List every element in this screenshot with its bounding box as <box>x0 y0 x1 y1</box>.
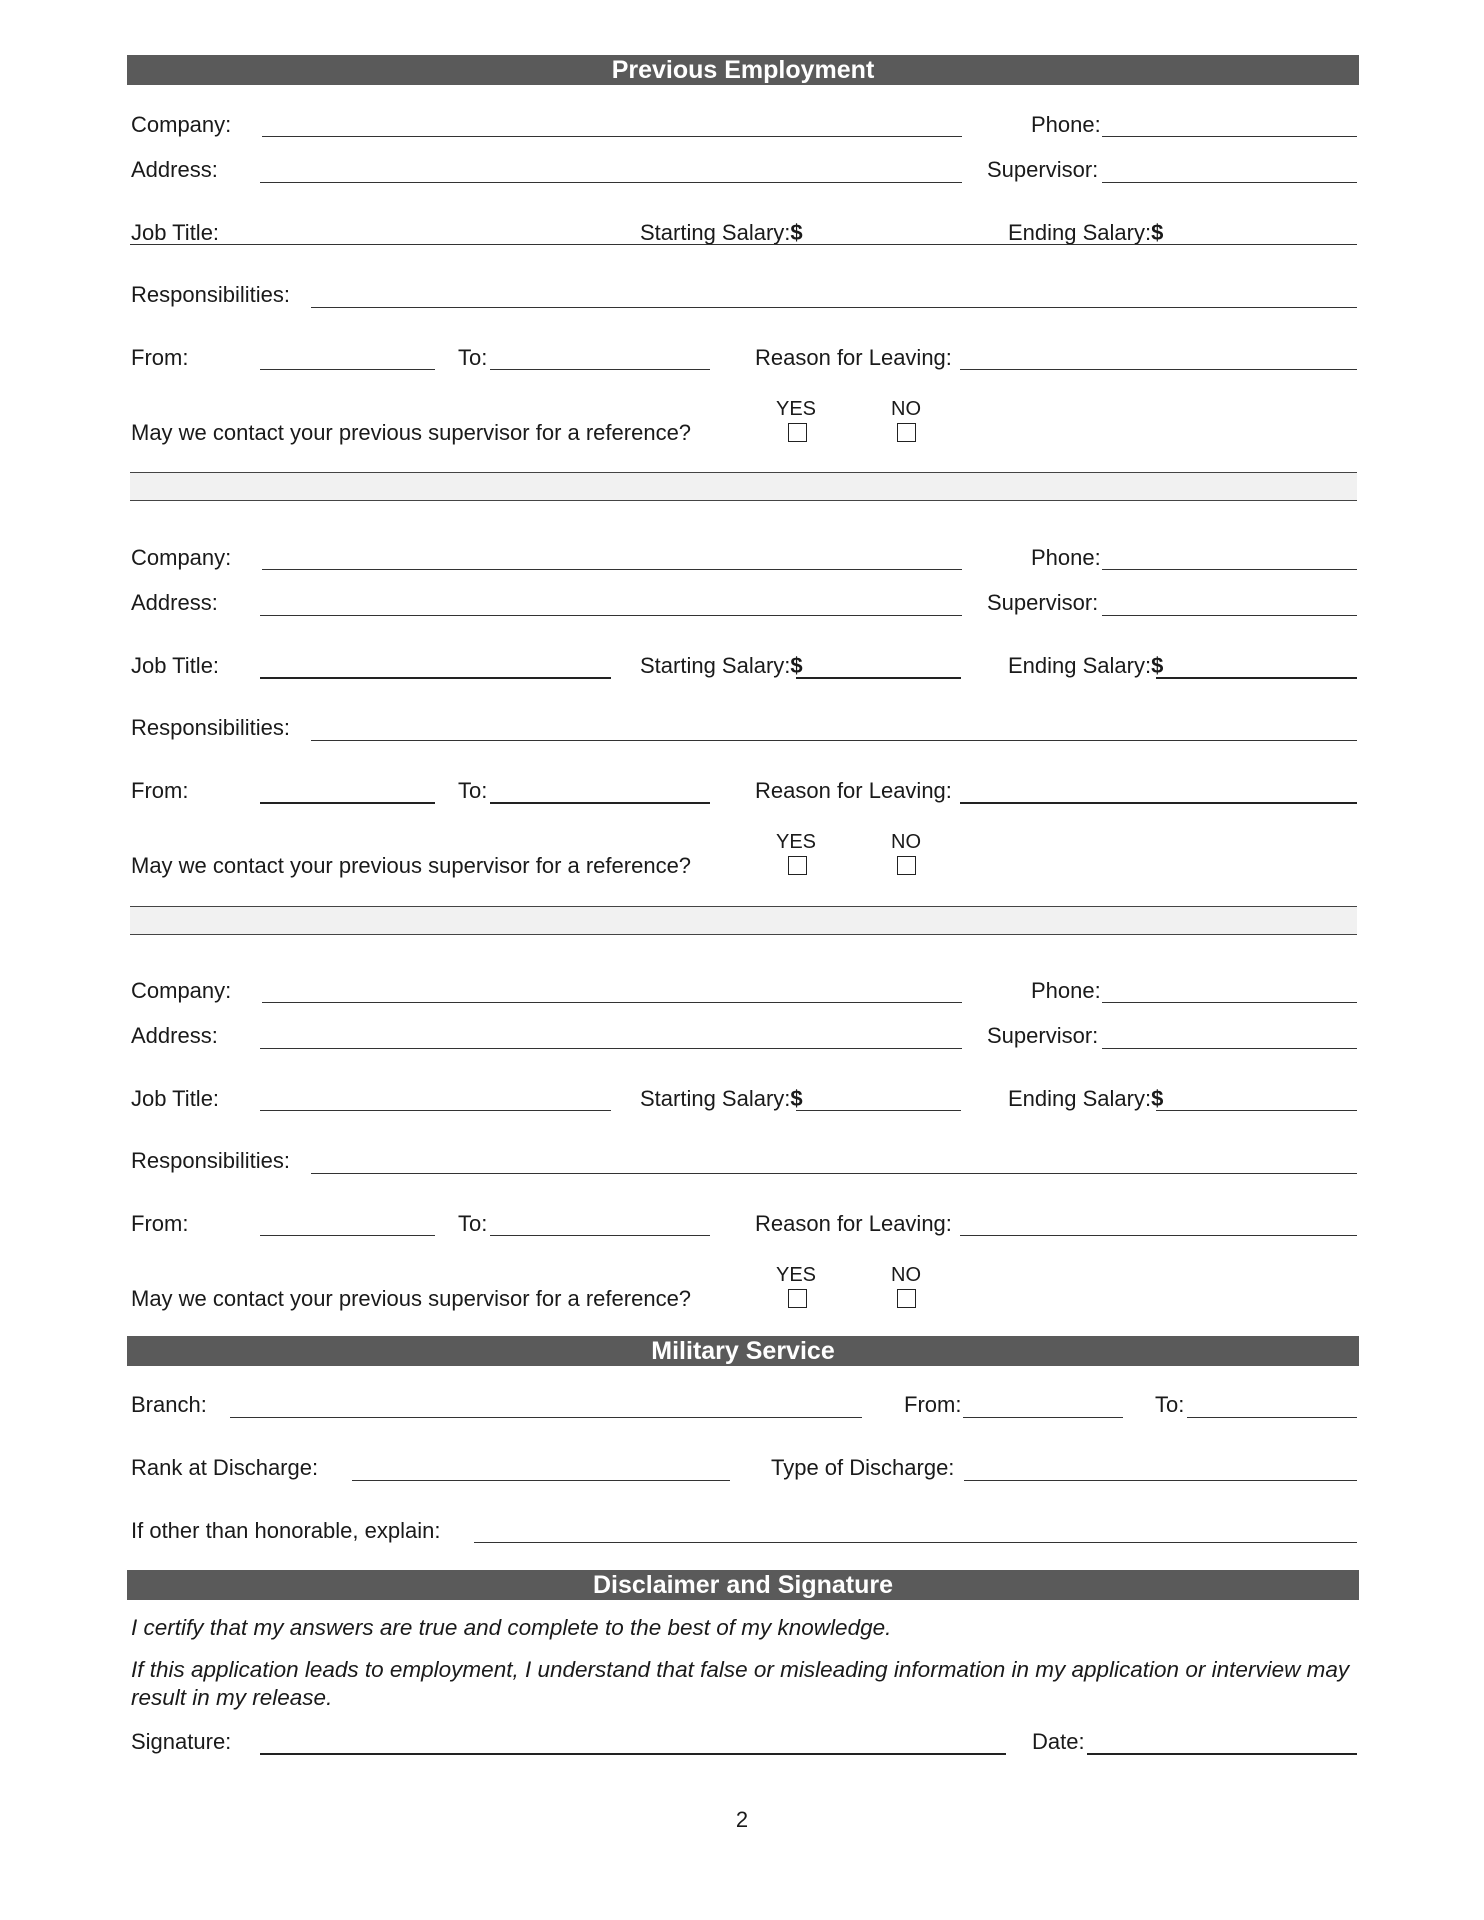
no-label: NO <box>891 831 921 853</box>
responsibilities-field[interactable] <box>311 740 1357 741</box>
page-number: 2 <box>735 1807 749 1832</box>
explain-field[interactable] <box>474 1542 1357 1543</box>
section-header-disclaimer: Disclaimer and Signature <box>127 1570 1359 1600</box>
from-field[interactable] <box>260 1235 435 1236</box>
starting-salary-label: Starting Salary:$ <box>640 653 803 678</box>
section-header-military-service: Military Service <box>127 1336 1359 1366</box>
reason-label: Reason for Leaving: <box>755 345 952 370</box>
phone-label: Phone: <box>1031 112 1101 137</box>
responsibilities-label: Responsibilities: <box>131 1148 290 1173</box>
phone-field[interactable] <box>1102 136 1357 137</box>
supervisor-field[interactable] <box>1102 615 1357 616</box>
date-label: Date: <box>1032 1729 1085 1754</box>
from-field[interactable] <box>260 369 435 370</box>
reason-field[interactable] <box>960 802 1357 804</box>
section-header-previous-employment: Previous Employment <box>127 55 1359 85</box>
release-statement: If this application leads to employment, I understand that false or misleading information in my application or interview may result in my release. <box>131 1657 1350 1710</box>
reason-field[interactable] <box>960 369 1357 370</box>
signature-field[interactable] <box>260 1753 1006 1755</box>
responsibilities-field[interactable] <box>311 307 1357 308</box>
no-checkbox[interactable] <box>897 856 916 875</box>
to-label: To: <box>458 1211 488 1236</box>
starting-salary-field[interactable] <box>796 677 961 679</box>
reason-label: Reason for Leaving: <box>755 1211 952 1236</box>
starting-salary-label: Starting Salary:$ <box>640 1086 803 1111</box>
phone-field[interactable] <box>1102 1002 1357 1003</box>
military-to-label: To: <box>1155 1392 1185 1417</box>
starting-salary-field[interactable] <box>796 1110 961 1111</box>
to-label: To: <box>458 345 488 370</box>
no-checkbox[interactable] <box>897 423 916 442</box>
supervisor-field[interactable] <box>1102 1048 1357 1049</box>
job-title-field[interactable] <box>260 1110 611 1111</box>
from-label: From: <box>131 1211 189 1236</box>
phone-label: Phone: <box>1031 545 1101 570</box>
job-title-salary-field[interactable] <box>130 244 1357 245</box>
military-from-field[interactable] <box>963 1417 1123 1418</box>
address-field[interactable] <box>260 1048 962 1049</box>
to-field[interactable] <box>490 1235 710 1236</box>
job-title-label: Job Title: <box>131 653 220 678</box>
contact-question: May we contact your previous supervisor for a reference? <box>131 420 692 445</box>
from-label: From: <box>131 345 189 370</box>
military-to-field[interactable] <box>1187 1417 1357 1418</box>
address-field[interactable] <box>260 182 962 183</box>
address-label: Address: <box>131 590 218 615</box>
responsibilities-field[interactable] <box>311 1173 1357 1174</box>
supervisor-label: Supervisor: <box>987 157 1099 182</box>
from-label: From: <box>131 778 189 803</box>
discharge-type-field[interactable] <box>964 1480 1357 1481</box>
yes-label: YES <box>776 398 817 420</box>
address-label: Address: <box>131 1023 218 1048</box>
address-field[interactable] <box>260 615 962 616</box>
rank-label: Rank at Discharge: <box>131 1455 319 1480</box>
reason-label: Reason for Leaving: <box>755 778 952 803</box>
company-label: Company: <box>131 545 232 570</box>
company-field[interactable] <box>262 569 962 570</box>
yes-label: YES <box>776 1264 817 1286</box>
to-field[interactable] <box>490 802 710 804</box>
company-field[interactable] <box>262 1002 962 1003</box>
ending-salary-label: Ending Salary:$ <box>1008 220 1164 245</box>
address-label: Address: <box>131 157 218 182</box>
certify-statement: I certify that my answers are true and complete to the best of my knowledge. <box>131 1615 892 1640</box>
explain-label: If other than honorable, explain: <box>131 1518 441 1543</box>
ending-salary-label: Ending Salary:$ <box>1008 1086 1164 1111</box>
employment-separator <box>130 906 1357 935</box>
yes-checkbox[interactable] <box>788 1289 807 1308</box>
responsibilities-label: Responsibilities: <box>131 282 290 307</box>
supervisor-label: Supervisor: <box>987 1023 1099 1048</box>
signature-label: Signature: <box>131 1729 232 1754</box>
yes-checkbox[interactable] <box>788 423 807 442</box>
phone-label: Phone: <box>1031 978 1101 1003</box>
branch-field[interactable] <box>230 1417 862 1418</box>
phone-field[interactable] <box>1102 569 1357 570</box>
to-field[interactable] <box>490 369 710 370</box>
branch-label: Branch: <box>131 1392 207 1417</box>
starting-salary-label: Starting Salary:$ <box>640 220 803 245</box>
company-label: Company: <box>131 112 232 137</box>
no-label: NO <box>891 1264 921 1286</box>
discharge-type-label: Type of Discharge: <box>771 1455 955 1480</box>
reason-field[interactable] <box>960 1235 1357 1236</box>
contact-question: May we contact your previous supervisor for a reference? <box>131 853 692 878</box>
no-checkbox[interactable] <box>897 1289 916 1308</box>
company-field[interactable] <box>262 136 962 137</box>
yes-label: YES <box>776 831 817 853</box>
employment-separator <box>130 472 1357 501</box>
ending-salary-field[interactable] <box>1156 1110 1357 1111</box>
ending-salary-label: Ending Salary:$ <box>1008 653 1164 678</box>
supervisor-field[interactable] <box>1102 182 1357 183</box>
supervisor-label: Supervisor: <box>987 590 1099 615</box>
date-field[interactable] <box>1087 1753 1357 1755</box>
job-title-label: Job Title: <box>131 220 220 245</box>
job-title-field[interactable] <box>260 677 611 679</box>
contact-question: May we contact your previous supervisor for a reference? <box>131 1286 692 1311</box>
to-label: To: <box>458 778 488 803</box>
from-field[interactable] <box>260 802 435 804</box>
company-label: Company: <box>131 978 232 1003</box>
military-from-label: From: <box>904 1392 962 1417</box>
responsibilities-label: Responsibilities: <box>131 715 290 740</box>
job-title-label: Job Title: <box>131 1086 220 1111</box>
rank-field[interactable] <box>352 1480 730 1481</box>
ending-salary-field[interactable] <box>1156 677 1357 679</box>
no-label: NO <box>891 398 921 420</box>
yes-checkbox[interactable] <box>788 856 807 875</box>
